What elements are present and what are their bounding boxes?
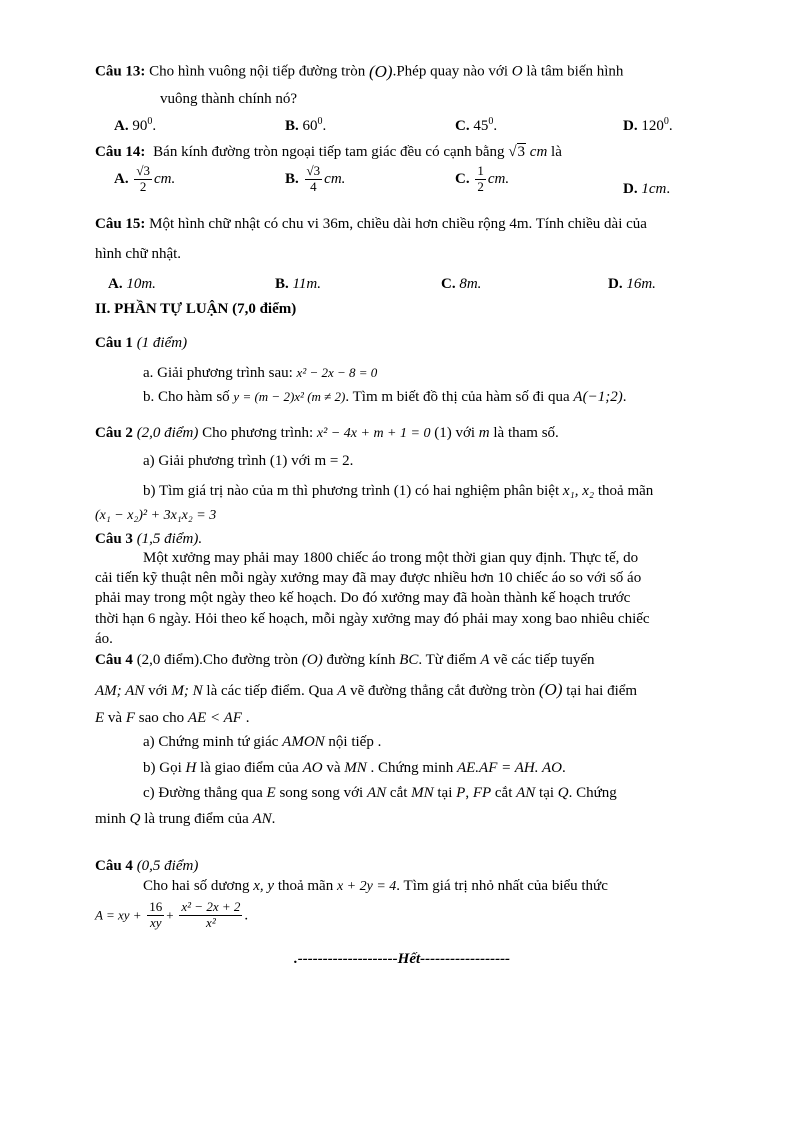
c3-line2: cải tiến kỹ thuật nên mỗi ngày xưởng may đã may được nhiều hơn 10 chiếc áo so với số áo: [95, 570, 642, 586]
c3-line4: thời hạn 6 ngày. Hỏi theo kế hoạch, mỗi ngày xưởng may đó phải may xong bao nhiêu chiếc: [95, 611, 650, 627]
q13-line1: Câu 13: Cho hình vuông nội tiếp đường tròn (O).Phép quay nào với O là tâm biến hình: [95, 62, 624, 81]
c4-line2: AM; AN với M; N là các tiếp điểm. Qua A vẽ đường thẳng cắt đường tròn (O) tại hai điểm: [95, 680, 638, 699]
fraction-quadratic-over-x2: $\frac{\text{x² − 2x + 2}}{\text{x²}}$: [181, 899, 241, 930]
q14-line1: Câu 14: Bán kính đường tròn ngoại tiếp tam giác đều có cạnh bằng √3 cm là: [95, 144, 562, 160]
c5-line1: Cho hai số dương x, y thoả mãn x + 2y = 4. Tìm giá trị nhỏ nhất của biểu thức: [143, 878, 608, 894]
q15-line1: Câu 15: Một hình chữ nhật có chu vi 36m, chiều dài hơn chiều rộng 4m. Tính chiều dài của: [95, 216, 647, 232]
c2-part-b: b) Tìm giá trị nào của m thì phương trình (1) có hai nghiệm phân biệt x₁, x₂ thoả mãn: [143, 483, 654, 499]
q13-option-d: D. $120^0$.: [623, 116, 673, 134]
q13-option-a: A. $90^0$.: [114, 116, 157, 134]
q15-option-b: B. 11m.: [275, 276, 321, 292]
q13-option-c: C. $45^0$.: [455, 116, 498, 134]
c3-line1: Một xưởng may phải may 1800 chiếc áo trong một thời gian quy định. Thực tế, do: [143, 550, 639, 566]
c4-part-c-cont: minh Q là trung điểm của AN.: [95, 811, 276, 827]
q14-option-d: D. 1cm.: [623, 181, 671, 197]
fraction: $\frac{√3}{2}$: [136, 163, 150, 194]
c2-condition: (x₁ − x₂)² + 3x₁x₂ = 3: [95, 508, 217, 523]
c4-part-c: c) Đường thẳng qua E song song với AN cắt MN tại P, FP cắt AN tại Q. Chứng: [143, 785, 617, 801]
fraction-16-over-xy: $\frac{16}{xy}$: [149, 899, 163, 930]
q13-option-b: B. $60^0$.: [285, 116, 327, 134]
c3-heading: Câu 3 (1,5 điểm).: [95, 531, 203, 547]
q15-option-a: A. 10m.: [108, 276, 156, 292]
sqrt-symbol: √3: [508, 144, 526, 160]
q14-option-a: A. $\frac{√3}{2}$ cm.: [114, 163, 176, 194]
fraction: $\frac{1}{2}$: [477, 163, 484, 194]
q15-line2: hình chữ nhật.: [95, 246, 182, 262]
end-marker: .--------------------Hết------------------: [294, 951, 511, 967]
c3-line3: phải may trong một ngày theo kế hoạch. Do đó xưởng may đã hoàn thành kế hoạch trước: [95, 590, 631, 606]
q15-option-c: C. 8m.: [441, 276, 482, 292]
c4-part-b: b) Gọi H là giao điểm của AO và MN . Chứng minh AE.AF = AH. AO.: [143, 760, 566, 776]
q13-line2: vuông thành chính nó?: [160, 91, 298, 107]
c1-heading: Câu 1 (1 điểm): [95, 335, 188, 351]
fraction: $\frac{√3}{4}$: [306, 163, 321, 194]
c5-heading: Câu 4 (0,5 điểm): [95, 858, 199, 874]
c4-part-a: a) Chứng minh tứ giác AMON nội tiếp .: [143, 734, 382, 750]
c2-heading: Câu 2 (2,0 điểm) Cho phương trình: x² − 4x + m + 1 = 0 (1) với m là tham số.: [95, 425, 559, 441]
c4-line1: Câu 4 (2,0 điểm).Cho đường tròn (O) đường kính BC. Từ điểm A vẽ các tiếp tuyến: [95, 652, 595, 668]
q14-option-b: B. $\frac{√3}{4}$ cm.: [285, 163, 346, 194]
q15-option-d: D. 16m.: [608, 276, 656, 292]
c2-part-a: a) Giải phương trình (1) với m = 2.: [143, 453, 354, 469]
c1-part-a: a. Giải phương trình sau: x² − 2x − 8 = 0: [143, 365, 378, 381]
c4-line3: E và F sao cho AE < AF .: [95, 710, 250, 726]
c1-part-b: b. Cho hàm số y = (m − 2)x² (m ≠ 2). Tìm m biết đồ thị của hàm số đi qua A(−1;2).: [143, 389, 627, 405]
q14-option-c: C. $\frac{1}{2}$ cm.: [455, 163, 510, 194]
c3-line5: áo.: [95, 631, 113, 647]
section-heading: II. PHẦN TỰ LUẬN (7,0 điểm): [95, 301, 297, 317]
c5-expression: A = xy + $\frac{16}{xy}$ + $\frac{\text{x² − 2x + 2}}{\text{x²}}$ .: [95, 899, 249, 930]
